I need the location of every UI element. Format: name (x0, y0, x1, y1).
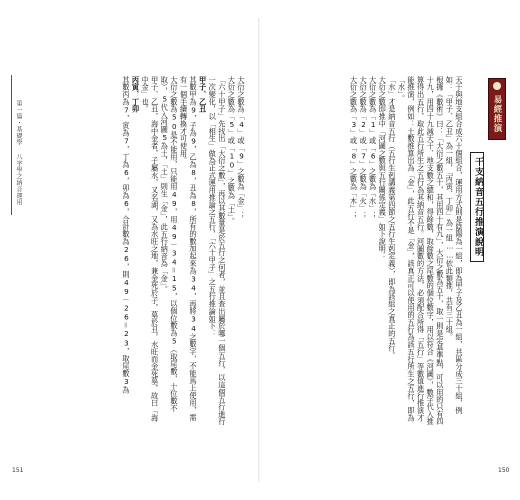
paragraph: 大衍之數為「4」或「9」之數為「金」； (237, 76, 246, 220)
paragraph: 「六十甲子」先找出「大衍之數」，再以其數量是於五行之何者，並且查出屬於哪一個五行，以這個五行進行一次變化，以「相生」做為正式運用推論之五行，「六十甲子」之五行推論如下： (208, 76, 227, 426)
gutter (258, 18, 260, 482)
paragraph: 天干與地支組合成六十個組合，運用方式則是陰陽為一組，即為甲子及乙丑為一組，共區分成三十組，例如：「甲子、乙丑」為一組，「丙寅、丁卯」為一組……依此類推，共有三十組。 (445, 76, 464, 415)
paragraph: 大衍之數為「2」或「7」之數為「火」； (359, 76, 369, 220)
paragraph: 其數丙為7，寅為7，丁為6，卯為6，合計數為26，則49－26＝23，取尾數3為 (121, 76, 131, 394)
page-number: 151 (12, 467, 24, 474)
right-body-text (304, 76, 464, 426)
subheading-jiazi-yichou: 甲子、乙丑 (198, 76, 208, 113)
paragraph: 大衍之數即推中「河圖之數與五行關係定義」如下說明： (378, 76, 388, 260)
right-page (266, 20, 514, 480)
section-title: 干支納音五行推演說明 (473, 157, 483, 257)
paragraph: 「水」才是納音五行（五行生剋講義第四節之五行生剋定義），即為該組之真正的五行。 (387, 76, 397, 360)
banner-ornament-icon (493, 82, 501, 90)
running-head-part: 第一篇・基礎學 (15, 100, 22, 146)
paragraph: 甲子、乙丑，海中金者，子屬水，又名湖，又為水旺之地，兼金死於子，墓於丑，水旺而金死墓，故曰「海中金」也。 (141, 76, 160, 422)
subheading-bingyin-dingmao: 丙寅、丁卯 (131, 76, 141, 113)
section-title-box (470, 152, 484, 262)
paragraph: 大衍之數為50是不能用，只能用49，用49－34＝15，以個位數為5（取尾數，十位數不取），5代入河圖5為土，「土」則生「金」，此五行納音為「金」。 (160, 76, 179, 412)
paragraph: 其數甲為9，子為9，乙為8，丑為8，所有的數加起來為34，再將34之數字，不能馬上使用，需有一個手續轉換才可使用。 (179, 76, 199, 422)
running-head (14, 100, 23, 206)
paragraph: 根據《數術》曰：「大衍之數五十，其用四十有九」，大衍之數為五十，取一則是定基準點，可以用的只有四十九，用四十九減天干、地支數之總和，得餘數，取餘數之尾數的個位數字，用以符合《河圖》，數字代入推算得出五行，取此五行所生之五行為其納音五行。河圖數的方法，必須配合所得「五行」等數值進行推演才能推演，例如：土數推算出為「金」，此五行不是「金」，該真正可以使用的五行為該五行所生之五行，即為「水」。 (397, 76, 445, 426)
left-page (6, 20, 254, 480)
paragraph: 大衍之數為「1」或「6」之數為「水」； (368, 76, 378, 220)
running-head-rule (11, 75, 12, 215)
chapter-banner (488, 78, 506, 140)
page-number: 150 (498, 467, 510, 474)
banner-text: 易經推演 (492, 95, 502, 133)
paragraph: 大衍之數為「5」或「10」之數為「土」。 (227, 76, 237, 225)
paragraph: 大衍之數為「3」或「8」之數為「木」； (349, 76, 359, 220)
left-body-text (31, 76, 246, 426)
running-head-chapter: 八字學之納音運用 (15, 153, 22, 206)
